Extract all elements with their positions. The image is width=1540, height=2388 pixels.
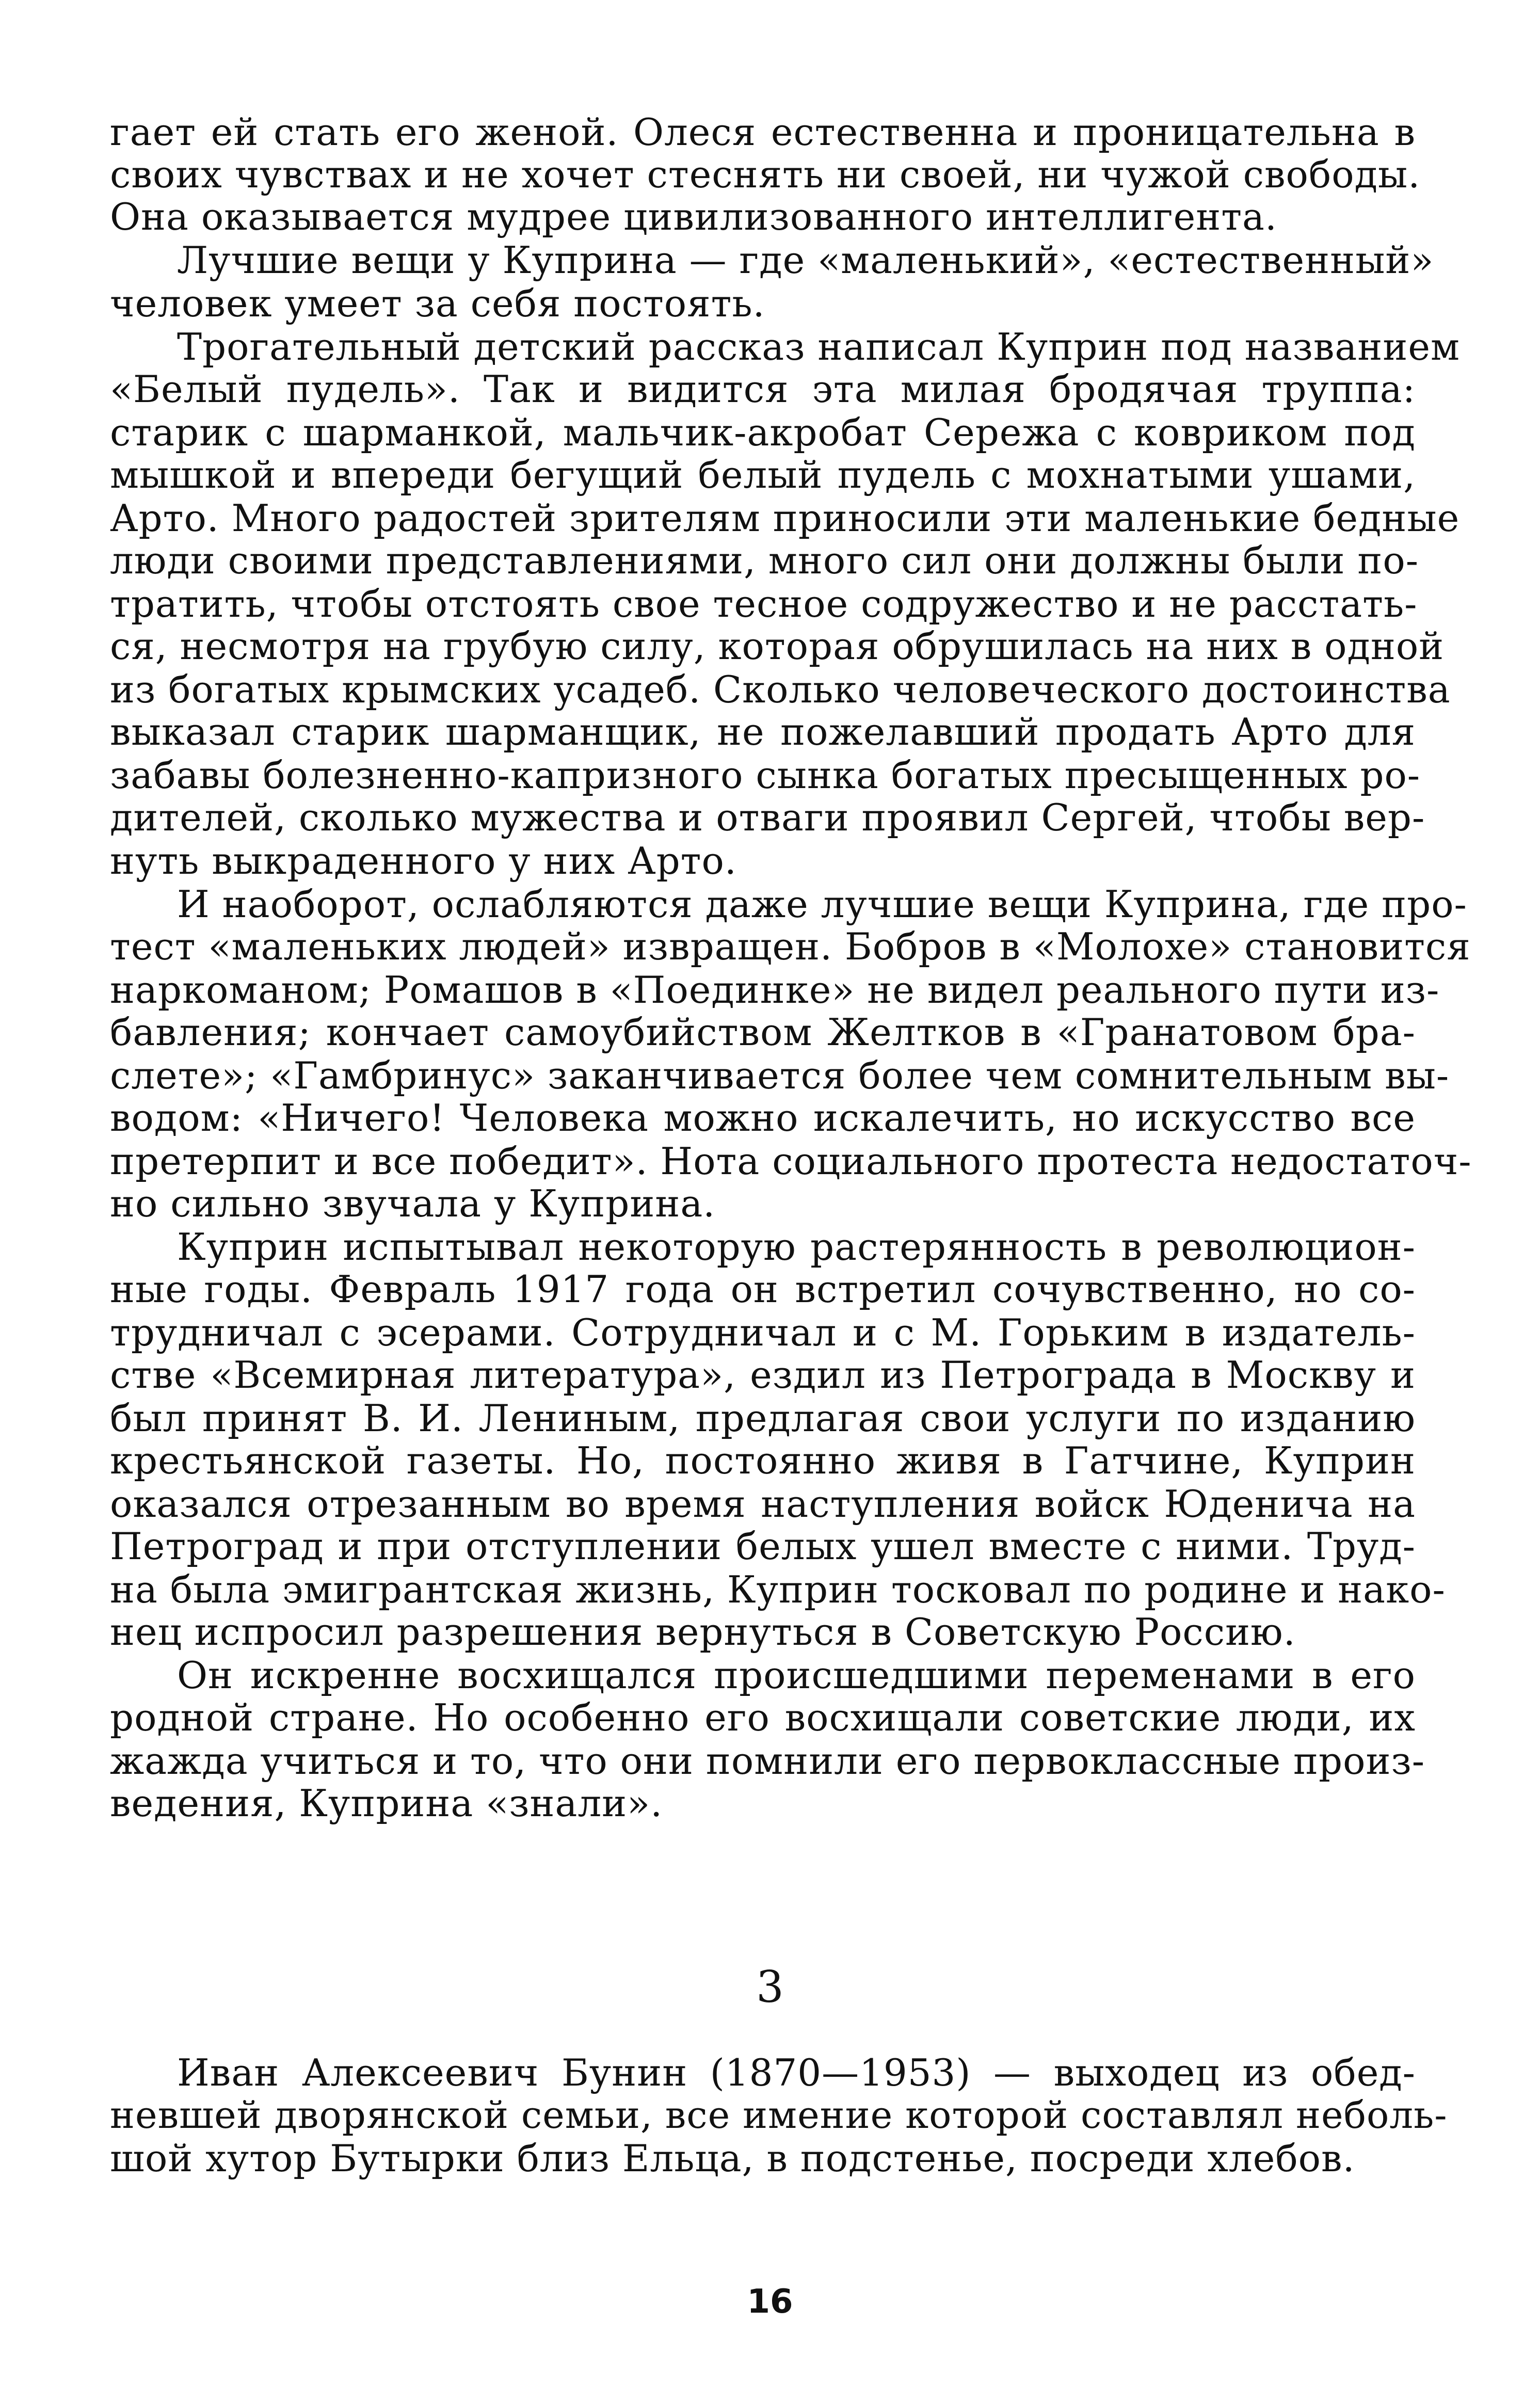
text-line: трудничал с эсерами. Сотрудничал и с М. Горьким в издатель- (110, 1311, 1416, 1354)
text-line: ные годы. Февраль 1917 года он встретил сочувственно, но со- (110, 1268, 1416, 1311)
text-line: забавы болезненно-капризного сынка богатых пресыщенных ро- (110, 754, 1421, 797)
text-line: дителей, сколько мужества и отваги проявил Сергей, чтобы вер- (110, 796, 1425, 839)
text-line: нуть выкраденного у них Арто. (110, 839, 737, 883)
text-line: гает ей стать его женой. Олеся естественна и проницательна в (110, 110, 1416, 154)
text-line: И наоборот, ослабляются даже лучшие вещи Куприна, где про- (177, 883, 1467, 926)
text-line: стве «Всемирная литература», ездил из Петрограда в Москву и (110, 1353, 1416, 1397)
text-line: мышкой и впереди бегущий белый пудель с мохнатыми ушами, (110, 453, 1416, 496)
text-line: оказался отрезанным во время наступления войск Юденича на (110, 1482, 1416, 1526)
text-line: претерпит и все победит». Нота социального протеста недостаточ- (110, 1140, 1472, 1183)
page-number: 16 (747, 2283, 793, 2321)
text-line: бавления; кончает самоубийством Желтков в «Гранатовом бра- (110, 1011, 1416, 1054)
text-line: родной стране. Но особенно его восхищали советские люди, их (110, 1696, 1416, 1739)
text-line: слете»; «Гамбринус» заканчивается более чем сомнительным вы- (110, 1054, 1450, 1097)
text-line: Арто. Много радостей зрителям приносили эти маленькие бедные (110, 496, 1460, 540)
text-line: «Белый пудель». Так и видится эта милая бродячая труппа: (110, 367, 1416, 411)
text-line: Лучшие вещи у Куприна — где «маленький», «естественный» (177, 238, 1434, 282)
text-line: крестьянской газеты. Но, постоянно живя в Гатчине, Куприн (110, 1439, 1416, 1482)
text-line: выказал старик шарманщик, не пожелавший продать Арто для (110, 710, 1416, 754)
text-line: люди своими представлениями, много сил они должны были по- (110, 539, 1419, 582)
text-line: Трогательный детский рассказ написал Куприн под названием (177, 325, 1460, 368)
text-line: своих чувствах и не хочет стеснять ни своей, ни чужой свободы. (110, 153, 1421, 196)
text-line: тест «маленьких людей» извращен. Бобров в «Молохе» становится (110, 925, 1471, 968)
text-line: но сильно звучала у Куприна. (110, 1182, 716, 1225)
text-line: Иван Алексеевич Бунин (1870—1953) — выходец из обед- (177, 2051, 1416, 2094)
text-line: Она оказывается мудрее цивилизованного интеллигента. (110, 195, 1277, 238)
text-line: нец испросил разрешения вернуться в Советскую Россию. (110, 1610, 1296, 1654)
text-line: водом: «Ничего! Человека можно искалечить, но искусство все (110, 1096, 1416, 1140)
text-line: невшей дворянской семьи, все имение которой составлял неболь- (110, 2093, 1448, 2137)
text-line: ся, несмотря на грубую силу, которая обрушилась на них в одной (110, 624, 1445, 668)
text-line: шой хутор Бутырки близ Ельца, в подстенье, посреди хлебов. (110, 2137, 1355, 2180)
text-line: на была эмигрантская жизнь, Куприн тосковал по родине и нако- (110, 1568, 1446, 1611)
text-line: наркоманом; Ромашов в «Поединке» не видел реального пути из- (110, 968, 1440, 1012)
text-line: тратить, чтобы отстоять свое тесное содружество и не расстать- (110, 582, 1418, 626)
text-line: старик с шарманкой, мальчик-акробат Сережа с ковриком под (110, 411, 1416, 454)
text-line: из богатых крымских усадеб. Сколько человеческого достоинства (110, 668, 1451, 711)
text-line: человек умеет за себя постоять. (110, 282, 765, 325)
text-line: жажда учиться и то, что они помнили его первоклассные произ- (110, 1739, 1425, 1783)
text-line: ведения, Куприна «знали». (110, 1782, 663, 1825)
text-line: Петроград и при отступлении белых ушел вместе с ними. Труд- (110, 1525, 1416, 1568)
text-line: был принят В. И. Лениным, предлагая свои услуги по изданию (110, 1397, 1416, 1440)
text-line: Он искренне восхищался происшедшими переменами в его (177, 1654, 1416, 1697)
section-number: 3 (756, 1962, 784, 2012)
text-line: Куприн испытывал некоторую растерянность в революцион- (177, 1225, 1416, 1269)
